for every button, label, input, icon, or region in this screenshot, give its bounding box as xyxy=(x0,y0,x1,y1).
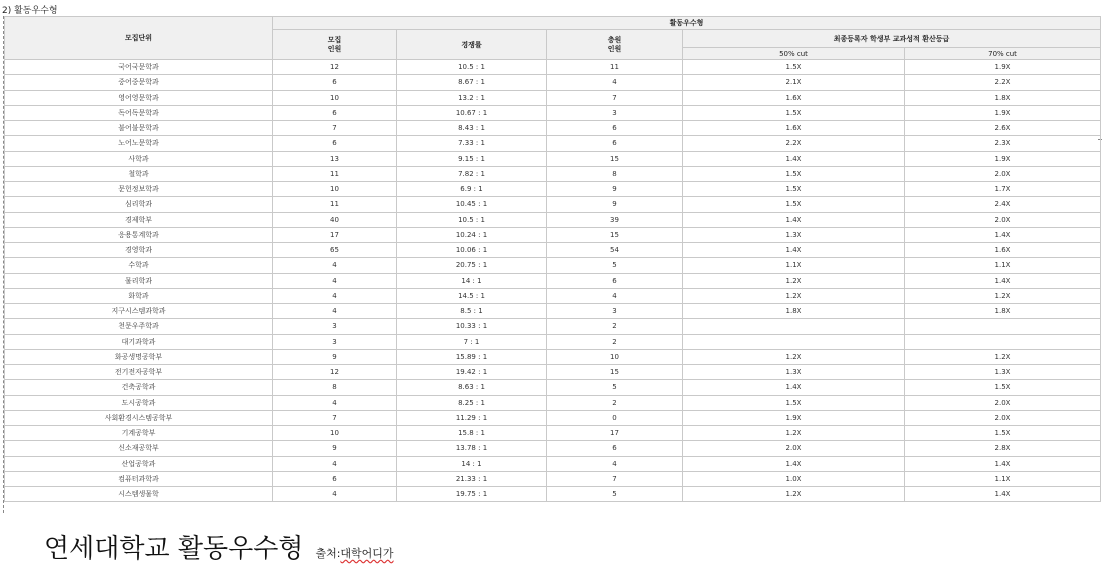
table-row xyxy=(5,60,1101,75)
cell-cut70: 2.0X xyxy=(905,410,1101,425)
header-group: 활동우수형 xyxy=(273,17,1101,30)
cell-competition: 13.78 : 1 xyxy=(397,441,547,456)
cell-cut70: 2.2X xyxy=(905,75,1101,90)
cell-additional: 5 xyxy=(547,258,683,273)
cell-additional: 2 xyxy=(547,395,683,410)
cell-additional: 4 xyxy=(547,75,683,90)
cell-competition: 8.43 : 1 xyxy=(397,121,547,136)
cell-additional: 6 xyxy=(547,273,683,288)
cell-cut70: 2.0X xyxy=(905,212,1101,227)
cell-unit: 철학과 xyxy=(5,166,273,181)
cell-cut70: 1.8X xyxy=(905,304,1101,319)
table-row xyxy=(5,456,1101,471)
table-row xyxy=(5,349,1101,364)
header-additional: 충원 인원 xyxy=(547,30,683,60)
cell-quota: 4 xyxy=(273,258,397,273)
cell-cut70: 1.9X xyxy=(905,105,1101,120)
table-row xyxy=(5,258,1101,273)
cell-cut70: 1.1X xyxy=(905,471,1101,486)
cell-cut50: 2.0X xyxy=(683,441,905,456)
cell-quota: 10 xyxy=(273,182,397,197)
cell-quota: 11 xyxy=(273,197,397,212)
cell-cut50: 1.5X xyxy=(683,105,905,120)
cell-cut50: 1.5X xyxy=(683,60,905,75)
cell-competition: 10.67 : 1 xyxy=(397,105,547,120)
cell-cut50: 1.6X xyxy=(683,121,905,136)
cell-additional: 6 xyxy=(547,136,683,151)
cell-cut50: 1.2X xyxy=(683,487,905,502)
table-row xyxy=(5,227,1101,242)
cell-unit: 영어영문학과 xyxy=(5,90,273,105)
cell-cut70: 1.7X xyxy=(905,182,1101,197)
cell-cut50: 1.3X xyxy=(683,227,905,242)
cell-quota: 7 xyxy=(273,121,397,136)
cell-additional: 39 xyxy=(547,212,683,227)
cell-unit: 불어불문학과 xyxy=(5,121,273,136)
cell-cut50: 2.1X xyxy=(683,75,905,90)
cell-competition: 20.75 : 1 xyxy=(397,258,547,273)
cell-quota: 12 xyxy=(273,60,397,75)
cell-additional: 5 xyxy=(547,380,683,395)
cell-unit: 수학과 xyxy=(5,258,273,273)
cell-cut70: 1.9X xyxy=(905,151,1101,166)
table-row xyxy=(5,441,1101,456)
table-row xyxy=(5,395,1101,410)
table-row xyxy=(5,273,1101,288)
caption xyxy=(44,528,394,565)
cell-competition: 7.82 : 1 xyxy=(397,166,547,181)
cell-additional: 54 xyxy=(547,243,683,258)
cell-cut50: 1.2X xyxy=(683,273,905,288)
cell-cut70: 1.2X xyxy=(905,288,1101,303)
cell-competition: 9.15 : 1 xyxy=(397,151,547,166)
cell-competition: 8.63 : 1 xyxy=(397,380,547,395)
cell-cut70: 2.0X xyxy=(905,166,1101,181)
table-row xyxy=(5,105,1101,120)
cell-cut50: 1.4X xyxy=(683,380,905,395)
cell-quota: 4 xyxy=(273,304,397,319)
cell-competition: 8.5 : 1 xyxy=(397,304,547,319)
source-prefix: 출처: xyxy=(315,547,341,560)
cell-competition: 15.8 : 1 xyxy=(397,426,547,441)
cell-cut70: 2.8X xyxy=(905,441,1101,456)
cell-unit: 전기전자공학부 xyxy=(5,365,273,380)
cell-additional: 9 xyxy=(547,197,683,212)
cell-additional: 15 xyxy=(547,365,683,380)
cell-competition: 10.06 : 1 xyxy=(397,243,547,258)
cell-unit: 사회환경시스템공학부 xyxy=(5,410,273,425)
cell-quota: 8 xyxy=(273,380,397,395)
source-name: 대학어디가 xyxy=(340,547,394,560)
cell-additional: 10 xyxy=(547,349,683,364)
cell-quota: 65 xyxy=(273,243,397,258)
cell-competition: 10.5 : 1 xyxy=(397,60,547,75)
cell-unit: 심리학과 xyxy=(5,197,273,212)
cell-cut50: 1.2X xyxy=(683,426,905,441)
table-row xyxy=(5,365,1101,380)
cell-additional: 9 xyxy=(547,182,683,197)
cell-unit: 도시공학과 xyxy=(5,395,273,410)
cell-quota: 10 xyxy=(273,426,397,441)
cell-additional: 11 xyxy=(547,60,683,75)
cell-additional: 4 xyxy=(547,288,683,303)
cell-quota: 9 xyxy=(273,441,397,456)
cell-cut70: 1.9X xyxy=(905,60,1101,75)
header-grade-group: 최종등록자 학생부 교과성적 환산등급 xyxy=(683,30,1101,48)
section-label: 2) 활동우수형 xyxy=(2,6,58,16)
cell-cut70: 2.3X xyxy=(905,136,1101,151)
cell-unit: 국어국문학과 xyxy=(5,60,273,75)
cell-additional: 2 xyxy=(547,334,683,349)
cell-additional: 15 xyxy=(547,151,683,166)
cell-unit: 화공생명공학부 xyxy=(5,349,273,364)
cell-quota: 4 xyxy=(273,487,397,502)
cell-quota: 4 xyxy=(273,288,397,303)
table-row xyxy=(5,166,1101,181)
cell-cut50: 1.9X xyxy=(683,410,905,425)
cell-unit: 컴퓨터과학과 xyxy=(5,471,273,486)
cell-additional: 0 xyxy=(547,410,683,425)
cell-quota: 7 xyxy=(273,410,397,425)
cell-cut70: 1.1X xyxy=(905,258,1101,273)
cell-unit: 지구시스템과학과 xyxy=(5,304,273,319)
cell-quota: 11 xyxy=(273,166,397,181)
cell-quota: 4 xyxy=(273,395,397,410)
cell-competition: 14.5 : 1 xyxy=(397,288,547,303)
cell-additional: 15 xyxy=(547,227,683,242)
cell-cut70: 1.4X xyxy=(905,487,1101,502)
caption-title: 연세대학교 활동우수형 xyxy=(44,534,304,564)
cell-additional: 6 xyxy=(547,441,683,456)
cell-quota: 40 xyxy=(273,212,397,227)
cell-cut50: 1.1X xyxy=(683,258,905,273)
cell-quota: 6 xyxy=(273,75,397,90)
cell-quota: 3 xyxy=(273,334,397,349)
cell-cut50: 1.2X xyxy=(683,349,905,364)
table-row xyxy=(5,487,1101,502)
header-cut50: 50% cut xyxy=(683,48,905,60)
cell-cut50: 1.5X xyxy=(683,395,905,410)
cell-quota: 6 xyxy=(273,471,397,486)
cell-quota: 6 xyxy=(273,105,397,120)
table-row xyxy=(5,410,1101,425)
cell-unit: 경영학과 xyxy=(5,243,273,258)
cell-unit: 사학과 xyxy=(5,151,273,166)
table-body xyxy=(5,60,1101,502)
table-row xyxy=(5,426,1101,441)
table-row xyxy=(5,334,1101,349)
cell-cut70: 1.3X xyxy=(905,365,1101,380)
cell-cut50: 1.3X xyxy=(683,365,905,380)
caption-source xyxy=(315,545,393,561)
table-row xyxy=(5,75,1101,90)
cell-quota: 17 xyxy=(273,227,397,242)
cell-cut50: 1.5X xyxy=(683,166,905,181)
cell-cut70 xyxy=(905,319,1101,334)
cell-unit: 독어독문학과 xyxy=(5,105,273,120)
cell-unit: 시스템생물학 xyxy=(5,487,273,502)
cell-cut70: 2.6X xyxy=(905,121,1101,136)
cell-quota: 9 xyxy=(273,349,397,364)
admissions-table-container xyxy=(4,16,1100,502)
table-row xyxy=(5,380,1101,395)
cell-cut50: 2.2X xyxy=(683,136,905,151)
cell-quota: 4 xyxy=(273,456,397,471)
cell-competition: 7 : 1 xyxy=(397,334,547,349)
cell-cut50: 1.5X xyxy=(683,182,905,197)
cell-additional: 2 xyxy=(547,319,683,334)
cell-cut50: 1.6X xyxy=(683,90,905,105)
table-row xyxy=(5,136,1101,151)
table-row xyxy=(5,471,1101,486)
cell-cut70: 1.4X xyxy=(905,227,1101,242)
cell-cut50: 1.8X xyxy=(683,304,905,319)
cell-unit: 신소재공학부 xyxy=(5,441,273,456)
cell-competition: 8.67 : 1 xyxy=(397,75,547,90)
cell-unit: 기계공학부 xyxy=(5,426,273,441)
table-row xyxy=(5,304,1101,319)
cell-additional: 7 xyxy=(547,471,683,486)
cell-additional: 6 xyxy=(547,121,683,136)
cell-additional: 17 xyxy=(547,426,683,441)
table-row xyxy=(5,288,1101,303)
table-row xyxy=(5,319,1101,334)
cell-competition: 6.9 : 1 xyxy=(397,182,547,197)
cell-cut50: 1.4X xyxy=(683,456,905,471)
table-row xyxy=(5,151,1101,166)
header-cut70: 70% cut xyxy=(905,48,1101,60)
cell-cut70: 1.6X xyxy=(905,243,1101,258)
cell-cut50: 1.2X xyxy=(683,288,905,303)
cell-cut70: 1.5X xyxy=(905,426,1101,441)
cell-cut70: 1.8X xyxy=(905,90,1101,105)
cell-unit: 물리학과 xyxy=(5,273,273,288)
header-quota: 모집 인원 xyxy=(273,30,397,60)
cell-competition: 10.5 : 1 xyxy=(397,212,547,227)
cell-cut70: 1.5X xyxy=(905,380,1101,395)
cell-cut70: 2.0X xyxy=(905,395,1101,410)
cell-competition: 21.33 : 1 xyxy=(397,471,547,486)
cell-competition: 15.89 : 1 xyxy=(397,349,547,364)
cell-cut50 xyxy=(683,319,905,334)
cell-cut50: 1.4X xyxy=(683,212,905,227)
cell-quota: 6 xyxy=(273,136,397,151)
table-row xyxy=(5,121,1101,136)
cell-competition: 13.2 : 1 xyxy=(397,90,547,105)
table-row xyxy=(5,243,1101,258)
cell-competition: 14 : 1 xyxy=(397,273,547,288)
table-row xyxy=(5,212,1101,227)
cell-cut50: 1.4X xyxy=(683,243,905,258)
cell-additional: 4 xyxy=(547,456,683,471)
cell-competition: 19.42 : 1 xyxy=(397,365,547,380)
cell-unit: 경제학부 xyxy=(5,212,273,227)
cell-competition: 19.75 : 1 xyxy=(397,487,547,502)
cell-cut70: 2.4X xyxy=(905,197,1101,212)
cell-unit: 중어중문학과 xyxy=(5,75,273,90)
cell-competition: 10.45 : 1 xyxy=(397,197,547,212)
cell-quota: 12 xyxy=(273,365,397,380)
cell-unit: 응용통계학과 xyxy=(5,227,273,242)
cell-additional: 7 xyxy=(547,90,683,105)
header-unit: 모집단위 xyxy=(5,17,273,60)
cell-quota: 10 xyxy=(273,90,397,105)
cell-cut70: 1.2X xyxy=(905,349,1101,364)
cell-additional: 3 xyxy=(547,304,683,319)
cell-unit: 천문우주학과 xyxy=(5,319,273,334)
cell-unit: 노어노문학과 xyxy=(5,136,273,151)
cell-cut50: 1.5X xyxy=(683,197,905,212)
cell-competition: 10.24 : 1 xyxy=(397,227,547,242)
cell-unit: 산업공학과 xyxy=(5,456,273,471)
cell-additional: 5 xyxy=(547,487,683,502)
cell-cut70: 1.4X xyxy=(905,456,1101,471)
table-row xyxy=(5,197,1101,212)
cell-competition: 10.33 : 1 xyxy=(397,319,547,334)
cell-quota: 4 xyxy=(273,273,397,288)
admissions-table xyxy=(4,16,1101,502)
cell-cut70 xyxy=(905,334,1101,349)
cell-unit: 건축공학과 xyxy=(5,380,273,395)
cell-quota: 13 xyxy=(273,151,397,166)
cell-quota: 3 xyxy=(273,319,397,334)
cell-cut50: 1.0X xyxy=(683,471,905,486)
cell-unit: 문헌정보학과 xyxy=(5,182,273,197)
cell-competition: 8.25 : 1 xyxy=(397,395,547,410)
cell-unit: 대기과학과 xyxy=(5,334,273,349)
header-competition: 경쟁률 xyxy=(397,30,547,60)
cell-cut70: 1.4X xyxy=(905,273,1101,288)
cell-unit: 화학과 xyxy=(5,288,273,303)
cell-cut50: 1.4X xyxy=(683,151,905,166)
table-row xyxy=(5,182,1101,197)
cell-additional: 8 xyxy=(547,166,683,181)
cell-competition: 14 : 1 xyxy=(397,456,547,471)
cell-competition: 7.33 : 1 xyxy=(397,136,547,151)
cell-competition: 11.29 : 1 xyxy=(397,410,547,425)
cell-cut50 xyxy=(683,334,905,349)
table-row xyxy=(5,90,1101,105)
cell-additional: 3 xyxy=(547,105,683,120)
